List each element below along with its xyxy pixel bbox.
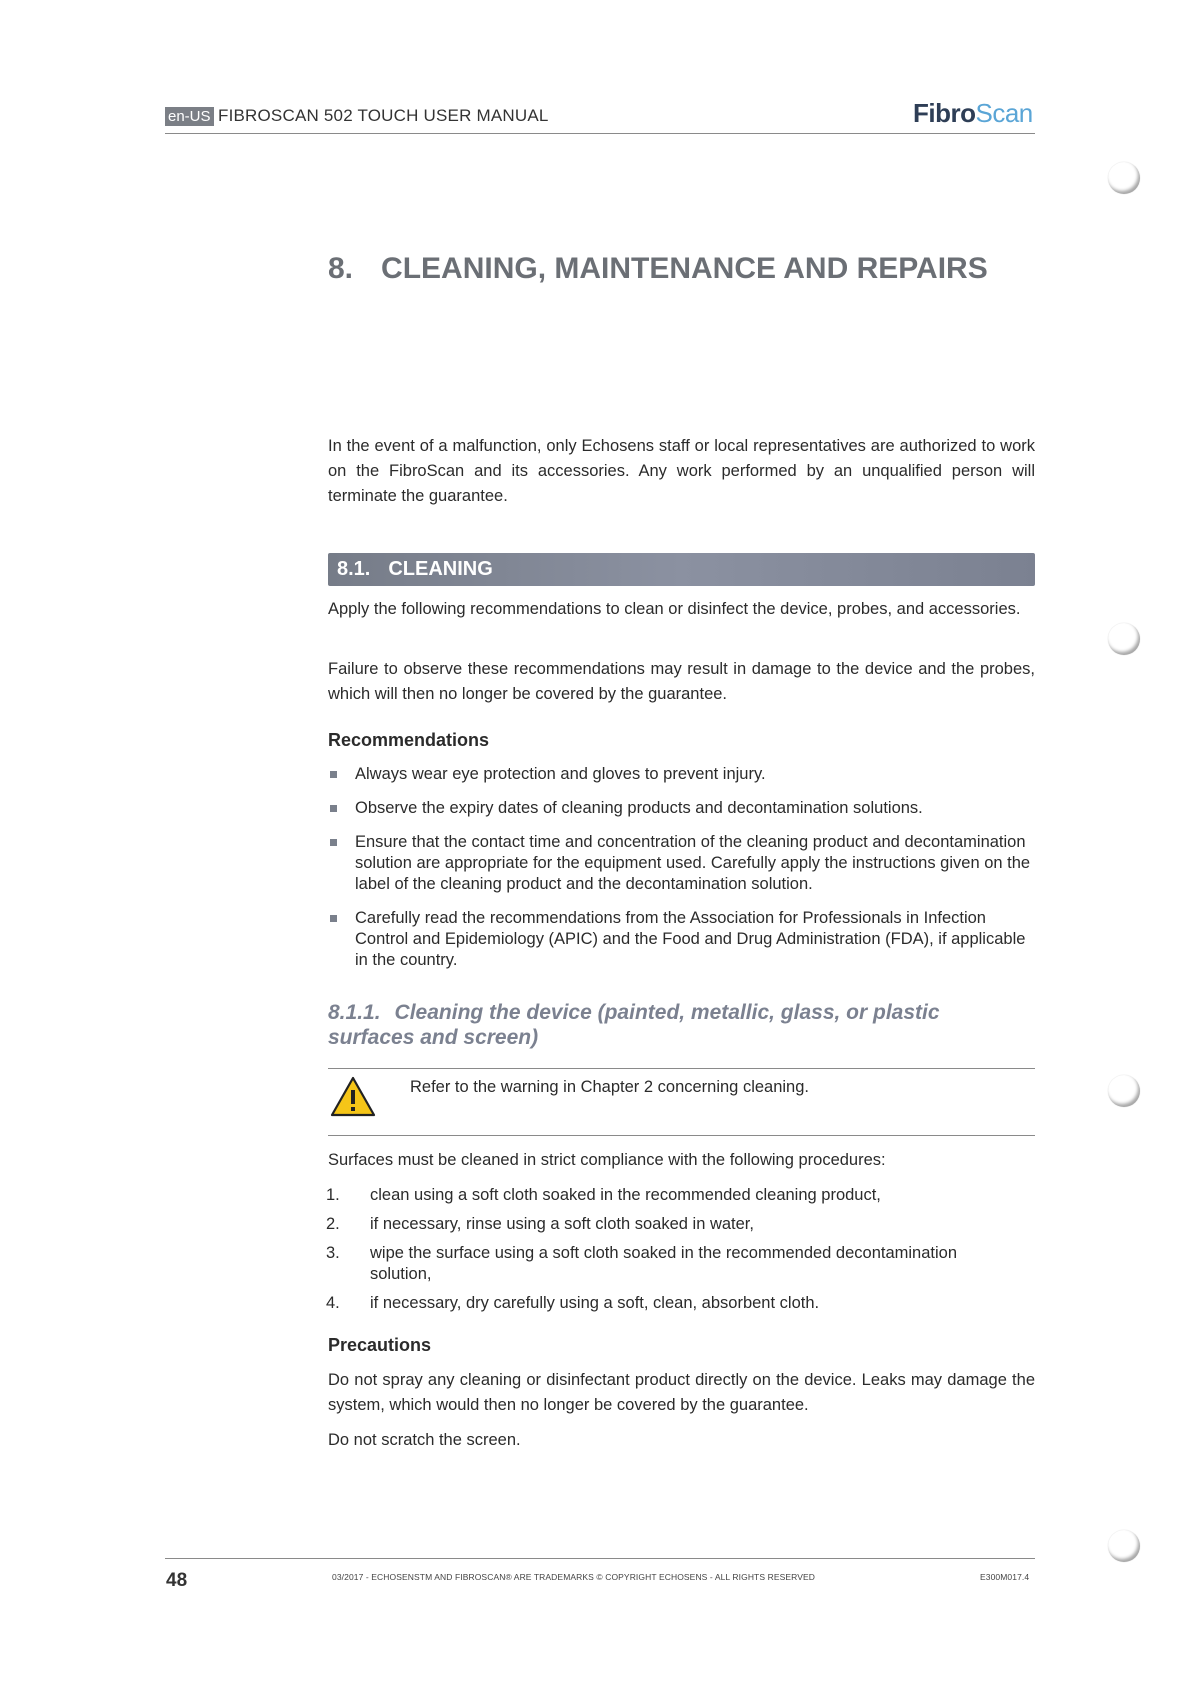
language-badge: en-US — [165, 107, 214, 126]
subsection-heading — [328, 1000, 988, 1050]
subsection-title: Cleaning the device (painted, metallic, glass, or plastic surfaces and screen) — [328, 1001, 940, 1049]
warning-bottom-divider — [328, 1135, 1035, 1136]
bullet-icon — [330, 839, 337, 846]
punch-hole — [1108, 623, 1140, 655]
list-item: Observe the expiry dates of cleaning products and decontamination solutions. — [328, 798, 1038, 819]
chapter-title — [328, 252, 988, 286]
page-number: 48 — [166, 1570, 188, 1591]
list-item: Ensure that the contact time and concentration of the cleaning product and decontamination solution are appropriate for the equipment used. Carefully apply the instructions given on the label of the cleaning product and the decontamination solution. — [328, 832, 1038, 895]
intro-paragraph: In the event of a malfunction, only Echosens staff or local representatives are authorized to work on the FibroScan and its accessories. Any work performed by an unqualified person will terminate the guarantee. — [328, 437, 1035, 505]
precautions-paragraph-2: Do not scratch the screen. — [328, 1431, 521, 1449]
precautions-heading: Precautions — [328, 1335, 432, 1355]
chapter-title-text: CLEANING, MAINTENANCE AND REPAIRS — [381, 252, 988, 285]
recommendations-heading: Recommendations — [328, 730, 490, 750]
punch-hole — [1108, 1075, 1140, 1107]
section-paragraph-1: Apply the following recommendations to clean or disinfect the device, probes, and accessories. — [328, 600, 1021, 618]
recommendations-list — [328, 764, 1038, 984]
header-divider — [165, 133, 1035, 134]
punch-hole — [1108, 162, 1140, 194]
bullet-icon — [330, 915, 337, 922]
brand-logo: FibroScan — [913, 98, 1033, 128]
bullet-icon — [330, 771, 337, 778]
chapter-number: 8. — [328, 252, 354, 285]
list-item: 3. wipe the surface using a soft cloth soaked in the recommended decontamination solution, — [326, 1244, 958, 1283]
procedure-intro: Surfaces must be cleaned in strict compliance with the following procedures: — [328, 1151, 886, 1169]
section-number: 8.1. — [337, 558, 371, 580]
footer-divider — [165, 1558, 1035, 1559]
header — [165, 106, 549, 126]
list-item: 2. if necessary, rinse using a soft cloth soaked in water, — [326, 1215, 754, 1233]
section-title: CLEANING — [388, 558, 493, 580]
warning-top-divider — [328, 1068, 1035, 1069]
section-heading-cleaning — [328, 553, 1035, 586]
list-item: Always wear eye protection and gloves to prevent injury. — [328, 764, 1038, 785]
warning-icon — [330, 1076, 376, 1123]
precautions-paragraph-1: Do not spray any cleaning or disinfectant product directly on the device. Leaks may damage the system, which would then no longer be covered by the guarantee. — [328, 1371, 1035, 1414]
subsection-number: 8.1.1. — [328, 1001, 381, 1024]
warning-text: Refer to the warning in Chapter 2 concerning cleaning. — [410, 1078, 809, 1096]
document-title: FIBROSCAN 502 TOUCH USER MANUAL — [217, 106, 549, 125]
list-item: Carefully read the recommendations from the Association for Professionals in Infection Control and Epidemiology (APIC) and the Food and Drug Administration (FDA), if applicable in the country. — [328, 908, 1038, 971]
list-item: 4. if necessary, dry carefully using a soft, clean, absorbent cloth. — [326, 1294, 820, 1312]
procedure-steps — [326, 1185, 1016, 1322]
footer-copyright: 03/2017 - ECHOSENSTM AND FIBROSCAN® ARE TRADEMARKS © COPYRIGHT ECHOSENS - ALL RIGHTS RESERVED — [332, 1572, 815, 1582]
bullet-icon — [330, 805, 337, 812]
footer-doc-code: E300M017.4 — [980, 1572, 1030, 1582]
list-item: 1. clean using a soft cloth soaked in the recommended cleaning product, — [326, 1186, 881, 1204]
punch-hole — [1108, 1530, 1140, 1562]
section-paragraph-2: Failure to observe these recommendations may result in damage to the device and the probes, which will then no longer be covered by the guarantee. — [328, 660, 1035, 703]
